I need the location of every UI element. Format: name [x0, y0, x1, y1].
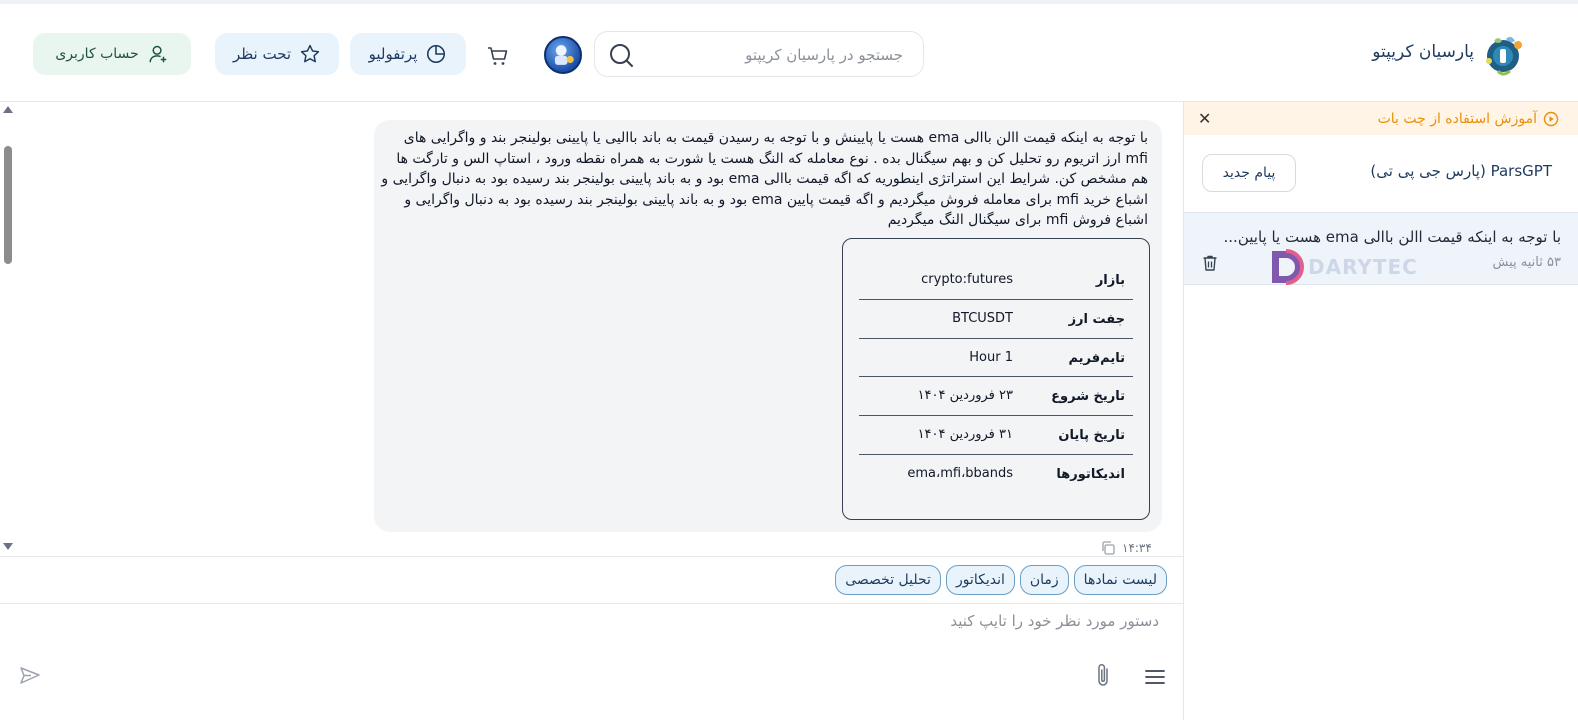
- param-label: تاریخ پایان: [1058, 428, 1125, 444]
- chip-expert-analysis[interactable]: تحلیل تخصصی: [835, 565, 941, 595]
- watchlist-button[interactable]: [215, 33, 339, 75]
- pie-chart-icon: [425, 43, 447, 65]
- parsian-logo-icon[interactable]: [1480, 31, 1526, 77]
- suggestion-chips-bar: [0, 556, 1183, 604]
- watchlist-label: تحت نظر: [232, 45, 292, 63]
- scroll-up-arrow-icon[interactable]: [3, 106, 13, 113]
- attach-icon[interactable]: [1092, 662, 1114, 690]
- history-item-title: با توجه به اینکه قیمت االن باالی ema هست یا پایین...: [1223, 228, 1561, 246]
- param-label: جفت ارز: [1068, 311, 1125, 327]
- param-row: [859, 261, 1133, 300]
- user-message-bubble: [374, 120, 1162, 532]
- scrollbar[interactable]: [0, 102, 16, 556]
- param-row: [859, 455, 1133, 494]
- param-row: [859, 377, 1133, 416]
- avatar[interactable]: [544, 36, 582, 74]
- param-value: 1 Hour: [969, 349, 1013, 365]
- search-box[interactable]: [594, 31, 924, 77]
- chip-indicator[interactable]: اندیکاتور: [946, 565, 1015, 595]
- param-row: [859, 339, 1133, 378]
- param-value: BTCUSDT: [952, 310, 1013, 326]
- param-label: بازار: [1095, 273, 1125, 288]
- param-value: ema،mfi،bbands: [907, 466, 1013, 481]
- message-input[interactable]: [59, 612, 1159, 652]
- brand-name[interactable]: پارسیان کریپتو: [1372, 42, 1474, 62]
- user-message-text: با توجه به اینکه قیمت االن باالی ema هست یا پایینش و با توجه به رسیدن قیمت به باند باالیی یا پایینی بولینجر بند و واگرایی های mfi ارز اتریوم رو تحلیل کن و بهم سیگنال بده . نوع معامله که النگ هست یا شورت به همراه نقطه ورود ، استاپ الس و تارگت ها هم مشخص کن. شرایط این استراتژی اینطوریه که اگه قیمت باالی ema بود و به باند پایینی بولینجر بند رسیده بود به دنبال واگرایی و اشباع خرید mfi برای معامله فروش میگردیم و اگه قیمت پایین ema بود و به باند پایینی بولینجر بند رسیده بود به دنبال واگرایی و اشباع فروش mfi برای سیگنال النگ میگردیم: [381, 130, 1148, 228]
- scroll-down-arrow-icon[interactable]: [3, 543, 13, 550]
- chat-history-item[interactable]: [1184, 212, 1578, 285]
- suggestion-chips: [835, 565, 1167, 595]
- chat-sidebar: [1183, 102, 1578, 720]
- send-icon[interactable]: [18, 664, 42, 688]
- menu-icon[interactable]: [1143, 665, 1167, 689]
- param-value: ۲۳ فروردین ۱۴۰۴: [917, 388, 1013, 404]
- chat-area: [0, 102, 1183, 720]
- tutorial-link[interactable]: [1378, 111, 1559, 127]
- message-meta: [1100, 540, 1152, 556]
- param-row: [859, 300, 1133, 339]
- trash-icon[interactable]: [1200, 253, 1220, 273]
- message-composer: [0, 604, 1183, 720]
- account-label: حساب کاربری: [55, 46, 139, 62]
- scroll-thumb[interactable]: [4, 146, 12, 264]
- chip-time[interactable]: زمان: [1020, 565, 1069, 595]
- user-add-icon: [147, 43, 169, 65]
- star-icon: [299, 43, 321, 65]
- param-label: تاریخ شروع: [1051, 389, 1125, 405]
- account-button[interactable]: [33, 33, 191, 75]
- portfolio-button[interactable]: [350, 33, 466, 75]
- tutorial-banner: [1184, 102, 1578, 135]
- watermark-logo-icon: [1266, 247, 1306, 287]
- header: [0, 4, 1578, 102]
- portfolio-label: پرتفولیو: [368, 45, 418, 63]
- param-label: تایم‌فریم: [1068, 350, 1125, 366]
- param-value: crypto:futures: [921, 272, 1013, 287]
- cart-icon[interactable]: [486, 44, 510, 68]
- search-icon[interactable]: [607, 41, 635, 69]
- sidebar-title: ParsGPT (پارس جی پی تی): [1370, 162, 1552, 180]
- param-label: اندیکاتورها: [1056, 467, 1125, 482]
- watermark: [1266, 247, 1418, 287]
- tutorial-label: آموزش استفاده از چت بات: [1377, 110, 1537, 127]
- history-item-time: ۵۳ ثانیه پیش: [1492, 255, 1561, 270]
- watermark-text: DARYTEC: [1308, 255, 1418, 279]
- analysis-params-card: [842, 238, 1150, 520]
- search-input[interactable]: [647, 42, 903, 68]
- copy-icon[interactable]: [1100, 540, 1116, 556]
- close-icon[interactable]: ✕: [1198, 108, 1212, 128]
- param-value: ۳۱ فروردین ۱۴۰۴: [917, 427, 1013, 443]
- play-icon: [1543, 111, 1559, 127]
- new-message-button[interactable]: پیام جدید: [1202, 154, 1296, 192]
- message-time: ۱۴:۳۴: [1122, 541, 1152, 555]
- param-row: [859, 416, 1133, 455]
- chip-symbols-list[interactable]: لیست نمادها: [1074, 565, 1167, 595]
